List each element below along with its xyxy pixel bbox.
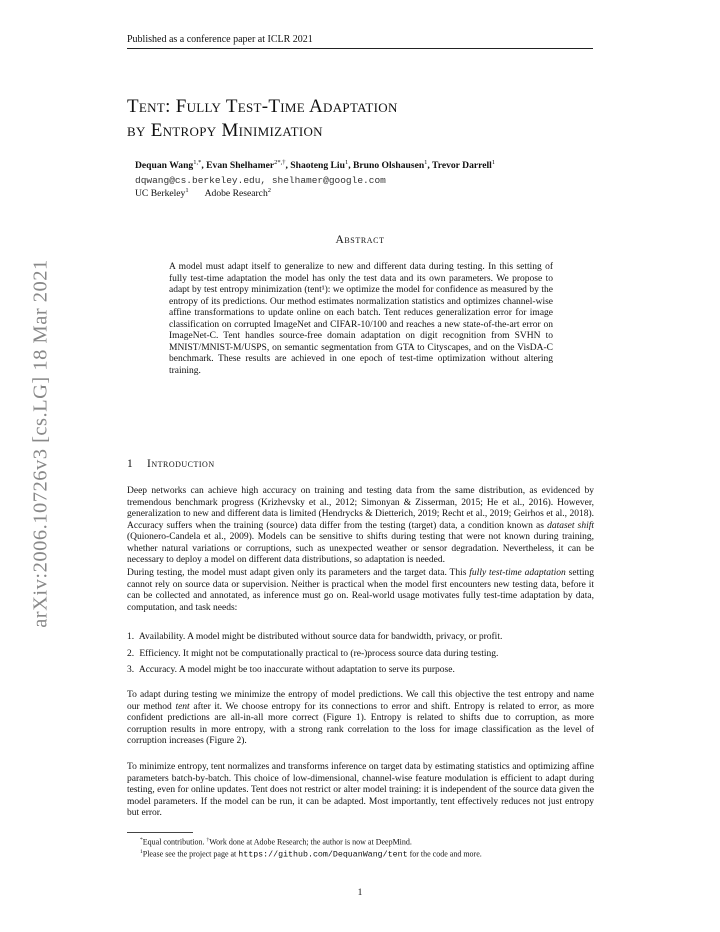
emphasis-text: dataset shift: [547, 520, 594, 531]
author-mark: 1,*: [193, 159, 202, 166]
footnote-rule: [127, 832, 193, 833]
abstract-body: A model must adapt itself to generalize to new and different data during testing. In this setting of fully test-time adaptation the model has only the test data and its own parameters. We propose to adapt by test entropy minimization (tent¹): we optimize the model for confidence as measured by the entropy of its predictions. Our method estimates normalization statistics and optimizes channel-wise affine transformations to update online on each batch. Tent reduces generalization error for image classification on corrupted ImageNet and CIFAR-10/100 and reaches a new state-of-the-art error on ImageNet-C. Tent handles source-free domain adaptation on digit recognition from SVHN to MNIST/MNIST-M/USPS, on semantic segmentation from GTA to Cityscapes, and on the VisDA-C benchmark. These results are achieved in one epoch of test-time optimization without altering training.: [169, 262, 553, 376]
affiliation-name: UC Berkeley: [135, 188, 186, 200]
footnote-text: Work done at Adobe Research; the author is now at DeepMind.: [209, 837, 412, 847]
section-heading: [127, 458, 215, 470]
paragraph-text: after it. We choose entropy for its connections to error and shift. Entropy is related to error, as more confident predictions are all-in-all more correct (Figure 1). Entropy is related to shifts due to corruption, as more corruption results in more entropy, with a strong rank correlation to the loss for image classification as the level of corruption increases (Figure 2).: [127, 701, 594, 746]
list-text: Efficiency. It might not be computationally practical to (re-)process source data during testing.: [139, 648, 499, 659]
list-number: 1.: [127, 632, 135, 642]
running-header: Published as a conference paper at ICLR 2021: [127, 34, 593, 49]
author-name: Shaoteng Liu: [290, 160, 345, 172]
author-emails: dqwang@cs.berkeley.edu, shelhamer@google.com: [135, 175, 386, 186]
paragraph-text: setting cannot rely on source data or supervision. Neither is practical when the model first encounters new testing data, before it can be collected and annotated, as inference must go on. Real-world usage motivates fully test-time adaptation by data, computation, and task needs:: [127, 568, 594, 613]
footnote-mark: 1: [140, 849, 143, 855]
paragraph-text: During testing, the model must adapt given only its parameters and the target data. This: [127, 568, 470, 578]
author-mark: 1: [424, 159, 428, 166]
intro-paragraph-2: [127, 568, 594, 614]
author-name: Bruno Olshausen: [352, 160, 425, 172]
author-list: Dequan Wang$^{1,*}$, Evan Shelhamer$^{2*,\dagger}$, Shaoteng Liu$^1$, Bruno Olshausen$^1$, Trevor Darrell$^1$: [135, 159, 496, 172]
author-mark: 2*,†: [274, 159, 286, 166]
needs-list: [127, 632, 594, 682]
footnote-1: [140, 837, 412, 847]
paragraph-text: (Quionero-Candela et al., 2009). Models can be sensitive to shifts during testing that were not known during training, whether natural variations or corruptions, such as unexpected weather or sensor degradation. Nevertheless, it can be necessary to deploy a model on different data distributions, so adaptation is needed.: [127, 532, 594, 565]
list-text: Accuracy. A model might be too inaccurate without adaptation to serve its purpose.: [138, 665, 455, 675]
list-number: 3.: [127, 665, 135, 675]
footnote-2: [140, 849, 482, 860]
arxiv-watermark: arXiv:2006.10726v3 [cs.LG] 18 Mar 2021: [29, 259, 52, 628]
affiliation-mark: 2: [267, 187, 271, 194]
paragraph-text: Deep networks can achieve high accuracy on training and testing data from the same distribution, as evidenced by tremendous benchmark progress (Krizhevsky et al., 2012; Simonyan & Zisserman, 2015; He et al., 2016). However, generalization to new and different data is limited (Hendrycks & Dietterich, 2019; Recht et al., 2019; Geirhos et al., 2018). Accuracy suffers when the training (source) data differ from the testing (target) data, a condition known as: [127, 486, 594, 531]
author-mark: 1: [491, 159, 496, 166]
affiliations: [135, 187, 271, 199]
affiliation-mark: 1: [185, 187, 189, 194]
intro-paragraph-1: [127, 486, 594, 567]
intro-paragraph-3: [127, 690, 594, 748]
paper-title: [127, 95, 597, 143]
list-item: [127, 649, 594, 661]
section-title: Introduction: [147, 458, 215, 470]
footnote-mark: †: [206, 837, 210, 843]
footnote-text: for the code and more.: [407, 849, 482, 859]
list-number: 2.: [127, 648, 135, 659]
title-line-1: Tent: Fully Test-Time Adaptation: [127, 96, 398, 117]
emphasis-text: tent: [175, 701, 190, 712]
footnote-mark: *: [140, 837, 143, 843]
project-url-link[interactable]: https://github.com/DequanWang/tent: [238, 850, 408, 860]
title-line-2: by Entropy Minimization: [127, 120, 323, 141]
emphasis-text: fully test-time adaptation: [469, 568, 566, 578]
footnote-text: Please see the project page at: [142, 849, 239, 859]
footnote-text: Equal contribution.: [142, 837, 207, 847]
list-text: Availability. A model might be distributed without source data for bandwidth, privacy, or profit.: [138, 632, 503, 642]
list-item: [127, 665, 594, 677]
abstract-heading: Abstract: [335, 234, 385, 246]
paragraph-text: To adapt during testing we minimize the entropy of model predictions. We call this objective the test entropy and name our method: [127, 690, 594, 712]
author-name: Trevor Darrell: [432, 160, 492, 172]
intro-paragraph-4: To minimize entropy, tent normalizes and transforms inference on target data by estimating statistics and optimizing affine parameters batch-by-batch. This choice of low-dimensional, channel-wise feature modulation is efficient to adapt during testing, even for online updates. Tent does not restrict or alter model training: it is independent of the source data given the model parameters. If the model can be run, it can be adapted. Most importantly, tent effectively reduces not just entropy but error.: [127, 762, 594, 818]
author-mark: 1: [344, 159, 349, 166]
page-number: 1: [357, 888, 363, 898]
affiliation-name: Adobe Research: [204, 188, 268, 200]
author-name: Dequan Wang: [135, 160, 194, 172]
author-name: Evan Shelhamer: [206, 160, 275, 172]
list-item: [127, 632, 594, 644]
section-number: 1: [127, 458, 133, 470]
